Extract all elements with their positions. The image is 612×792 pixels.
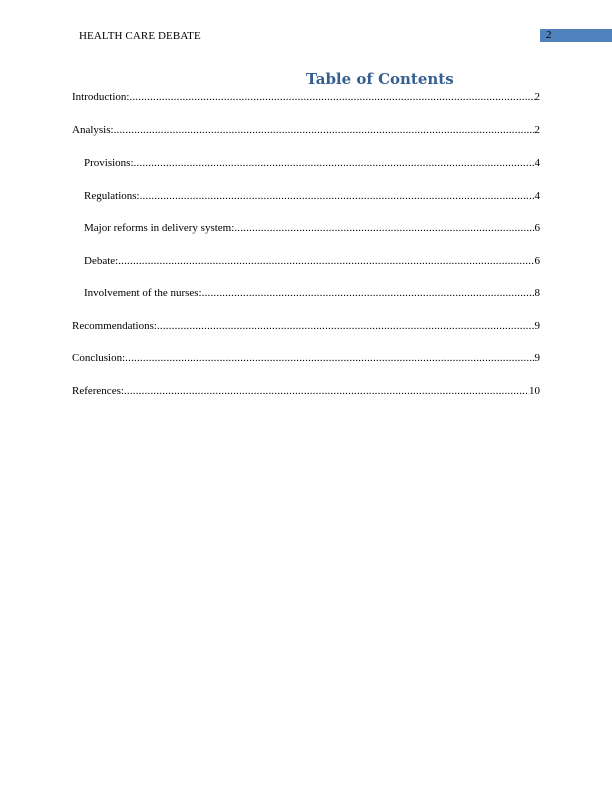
- toc-entry-provisions[interactable]: [84, 156, 540, 170]
- toc-entry-label: Regulations:: [84, 190, 140, 202]
- toc-dot-leader: [134, 156, 535, 170]
- toc-entry-page: 2: [534, 124, 540, 136]
- toc-dot-leader: [118, 254, 534, 268]
- toc-dot-leader: [114, 123, 535, 137]
- toc-entry-page: 4: [534, 190, 540, 202]
- toc-dot-leader: [157, 319, 535, 333]
- running-head: HEALTH CARE DEBATE: [79, 30, 201, 42]
- toc-entry-page: 8: [534, 287, 540, 299]
- page-number-box: [540, 29, 612, 42]
- toc-entry-label: Recommendations:: [72, 320, 157, 332]
- toc-entry-label: Major reforms in delivery system:: [84, 222, 235, 234]
- toc-entry-debate[interactable]: [84, 254, 540, 268]
- toc-title: Table of Contents: [306, 70, 454, 88]
- toc-entry-regulations[interactable]: [84, 189, 540, 203]
- toc-dot-leader: [140, 189, 535, 203]
- toc-entry-page: 9: [534, 320, 540, 332]
- toc-dot-leader: [234, 221, 534, 235]
- toc-entry-label: Provisions:: [84, 157, 134, 169]
- toc-entry-page: 2: [534, 91, 540, 103]
- toc-entry-page: 6: [534, 222, 540, 234]
- toc-entry-label: Conclusion:: [72, 352, 126, 364]
- toc-entry-major-reforms[interactable]: [84, 221, 540, 235]
- toc-entry-page: 9: [534, 352, 540, 364]
- toc-dot-leader: [124, 384, 529, 398]
- toc-dot-leader: [202, 286, 535, 300]
- toc-entry-introduction[interactable]: [72, 90, 540, 104]
- toc-entry-conclusion[interactable]: [72, 351, 540, 365]
- toc-entry-label: References:: [72, 385, 124, 397]
- toc-dot-leader: [125, 351, 534, 365]
- toc-entry-references[interactable]: [72, 384, 540, 398]
- toc-entry-label: Debate:: [84, 255, 119, 267]
- page-number: 2: [546, 29, 552, 41]
- toc-entry-nurses[interactable]: [84, 286, 540, 300]
- toc-entry-page: 4: [534, 157, 540, 169]
- toc-entry-label: Introduction:: [72, 91, 130, 103]
- toc-dot-leader: [129, 90, 534, 104]
- toc-entry-page: 6: [534, 255, 540, 267]
- toc-entry-recommendations[interactable]: [72, 319, 540, 333]
- toc-entry-page: 10: [529, 385, 540, 397]
- toc-entry-label: Analysis:: [72, 124, 114, 136]
- toc-entry-label: Involvement of the nurses:: [84, 287, 202, 299]
- toc-entry-analysis[interactable]: [72, 123, 540, 137]
